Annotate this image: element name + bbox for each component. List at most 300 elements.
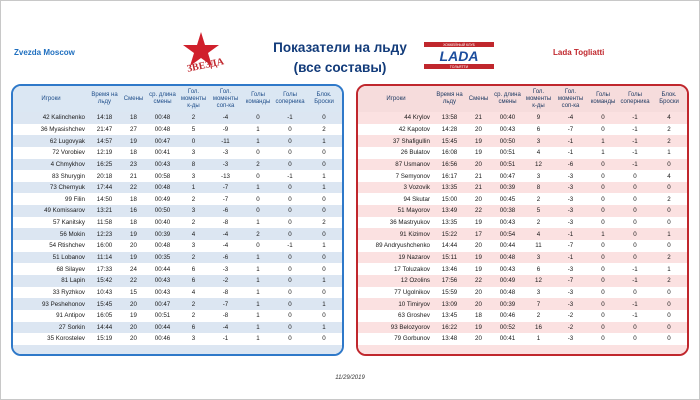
stat-cell: 2 [242,159,274,171]
table-row [13,333,342,345]
stat-cell: 0 [256,195,260,203]
stat-cell: 0 [288,312,292,320]
stat-cell: -4 [222,242,229,250]
empty-cell [492,345,523,356]
stat-cell: 1 [256,312,260,320]
stat-cell: 13:45 [441,312,458,320]
stat-cell: 00:51 [154,312,171,320]
stat-cell: 0 [288,219,292,227]
stat-cell: 3 [191,335,196,343]
stat-cell: 0 [587,182,619,194]
stat-cell: 2 [191,195,196,203]
table-row [358,182,687,194]
stat-cell: 7 [523,298,554,310]
player-name: 27 Sorkin [13,322,89,334]
empty-cell [120,345,147,356]
stat-cell: 3 [191,172,196,180]
stat-cell: 00:46 [499,312,516,320]
stat-cell: 00:43 [499,125,516,133]
stat-cell: 21 [475,172,482,180]
stat-cell: -6 [554,159,587,171]
stat-cell: -8 [222,288,229,296]
stat-cell: 0 [274,228,306,240]
stat-cell: 1 [651,228,687,240]
zvezda-logo-text: ЗВЕЗДА [185,56,225,75]
player-name: 37 Shafigullin [358,135,434,147]
stat-cell: 18 [475,312,482,320]
stat-cell: 11:14 [89,252,120,264]
stat-cell: -7 [209,298,242,310]
player-name: 62 Lugovyak [13,135,89,147]
stat-cell: 0 [619,205,651,217]
stat-cell: 0 [601,265,605,273]
stat-cell: 13:09 [434,298,465,310]
stat-cell: 00:44 [147,322,178,334]
player-name: 36 Myasishchev [40,125,85,133]
stat-cell: 20 [120,322,147,334]
stat-cell: 0 [651,159,687,171]
stat-cell: 15:45 [434,135,465,147]
column-header: Гол. моменты к-ды [523,86,554,112]
lada-logo-text: LADA [439,48,479,64]
stat-cell: 21:47 [96,125,113,133]
table-row [13,135,342,147]
stat-cell: 0 [288,149,292,157]
stat-cell: 00:40 [492,112,523,124]
player-name: 7 Semyonov [395,172,430,180]
stat-cell: 0 [306,228,342,240]
table-row [358,240,687,252]
empty-cell [89,345,120,356]
table-row [13,298,342,310]
stat-cell: 00:44 [499,242,516,250]
stat-cell: 0 [306,205,342,217]
stat-cell: 0 [587,298,619,310]
stat-cell: 0 [256,149,260,157]
stat-cell: 8 [523,182,554,194]
column-header: Время на льду [89,86,120,112]
stat-cell: 00:49 [492,275,523,287]
stat-cell: 17 [465,228,492,240]
column-header: Голы соперника [274,86,306,112]
stat-cell: 19 [475,219,482,227]
player-name: 17 Toluzakov [393,265,430,273]
stat-cell: 0 [322,312,326,320]
table-row [358,205,687,217]
stat-cell: 13:35 [434,182,465,194]
stat-cell: 3 [523,135,554,147]
stat-cell: 0 [288,125,292,133]
player-name: 56 Mokin [13,228,89,240]
stat-cell: 1 [178,182,209,194]
stat-cell: 0 [667,335,671,343]
stat-cell: 0 [651,322,687,334]
stat-cell: 14:44 [441,242,458,250]
stat-cell: 00:47 [147,298,178,310]
player-name: 51 Lobanov [13,252,89,264]
stat-cell: 21 [465,182,492,194]
stat-cell: -7 [554,275,587,287]
stat-cell: 13:48 [441,335,458,343]
player-name: 79 Gorbunov [394,335,430,343]
stat-cell: 2 [536,195,541,203]
stat-cell: 2 [651,135,687,147]
stat-cell: 1 [242,298,274,310]
column-header: Блок. Броски [651,86,687,112]
stat-cell: 3 [523,252,554,264]
stat-cell: -1 [619,275,651,287]
stat-cell: 2 [667,195,671,203]
player-name: 35 Korostelev [47,335,85,343]
stat-cell: -1 [632,149,638,157]
stat-cell: 4 [523,228,554,240]
stat-cell: -1 [632,312,638,320]
stat-cell: 18 [130,195,137,203]
stat-cell: 0 [306,252,342,264]
stat-cell: -8 [222,312,229,320]
stat-cell: 2 [322,125,326,133]
stat-cell: 8 [178,159,209,171]
stat-cell: 1 [322,242,326,250]
stat-cell: 17:33 [96,265,113,273]
left-table-header [13,86,342,112]
stat-cell: -13 [221,172,230,180]
player-name: 42 Kalinchenko [13,112,89,124]
stat-cell: -1 [619,135,651,147]
stat-cell: -1 [632,265,638,273]
player-name: 44 Krylov [358,112,434,124]
column-header: Смены [465,86,492,112]
stat-cell: 0 [601,219,605,227]
stat-cell: -6 [209,205,242,217]
player-name: 91 Antipov [56,312,85,320]
stat-cell: 6 [536,265,541,273]
lada-logo-top-text: ХОККЕЙНЫЙ КЛУБ [443,43,475,48]
table-row [358,298,687,310]
stat-cell: 18 [130,149,137,157]
table-row [13,287,342,299]
stat-cell: 18 [120,112,147,124]
stat-cell: 00:45 [499,195,516,203]
stat-cell: 15:19 [96,335,113,343]
stat-cell: -7 [209,182,242,194]
stat-cell: 00:38 [492,205,523,217]
stat-cell: 24 [130,265,137,273]
stat-cell: 4 [667,172,671,180]
stat-cell: 6 [178,275,209,287]
empty-cell [358,345,434,356]
stat-cell: 1 [667,149,671,157]
stat-cell: 13:35 [441,219,458,227]
stat-cell: 0 [288,288,292,296]
stat-cell: 20:18 [96,172,113,180]
stat-cell: -3 [222,265,229,273]
stat-cell: 0 [601,172,605,180]
stat-cell: 1 [256,335,260,343]
player-name: 3 Vozovik [358,182,434,194]
left-team-name: Zvezda Moscow [14,48,75,57]
stat-cell: 27 [130,125,137,133]
stat-cell: 3 [191,149,196,157]
stat-cell: 1 [306,298,342,310]
stat-cell: 0 [633,288,637,296]
stat-cell: -1 [274,112,306,124]
stat-cell: 2 [667,125,671,133]
stat-cell: 2 [536,219,541,227]
table-row [13,240,342,252]
stat-cell: 21 [130,172,137,180]
column-header: Гол. моменты к-ды [178,86,209,112]
stat-cell: 5 [523,205,554,217]
stat-cell: 13:21 [89,205,120,217]
table-row [358,159,687,171]
empty-cell [147,345,178,356]
stat-cell: 0 [633,219,637,227]
stat-cell: 4 [191,288,196,296]
stat-cell: 00:54 [492,228,523,240]
stat-cell: 13:49 [434,205,465,217]
stat-cell: 0 [322,335,326,343]
stat-cell: -1 [554,252,587,264]
empty-cell [242,345,274,356]
stat-cell: -3 [554,205,587,217]
stat-cell: 19 [130,312,137,320]
stat-cell: 23 [120,159,147,171]
stat-cell: 2 [536,312,541,320]
stat-cell: 15:22 [434,228,465,240]
player-name: 54 Rtishchev [49,242,85,250]
stat-cell: -3 [554,182,587,194]
stat-cell: 19 [120,252,147,264]
column-header: Время на льду [434,86,465,112]
stat-cell: 00:47 [147,135,178,147]
stat-cell: 3 [191,242,196,250]
stat-cell: 2 [178,298,209,310]
column-header: Игроки [358,86,434,112]
stat-cell: 12:19 [96,149,113,157]
column-header: Голы команды [242,86,274,112]
table-row [13,147,342,159]
player-name: 72 Vorobiev [52,149,85,157]
stat-cell: 0 [306,159,342,171]
player-name: 68 Silayev [56,265,85,273]
table-row [358,135,687,147]
player-name: 91 Kizimov [358,228,434,240]
table-row [13,193,342,205]
table-row [13,170,342,182]
table-row [358,193,687,205]
table-row [358,112,687,124]
column-header: Игроки [13,86,89,112]
stat-cell: 00:41 [499,335,516,343]
stat-cell: 0 [274,135,306,147]
stat-cell: 0 [256,172,260,180]
stat-cell: 00:39 [147,228,178,240]
stat-cell: 0 [667,219,671,227]
stat-cell: 0 [601,312,605,320]
stat-cell: 2 [651,275,687,287]
stat-cell: -7 [567,125,574,133]
stat-cell: 00:50 [147,205,178,217]
stat-cell: 9 [523,112,554,124]
stat-cell: 00:48 [147,182,178,194]
stat-cell: 00:43 [154,288,171,296]
report-date: 11/29/2019 [335,375,365,381]
stat-cell: 17:44 [89,182,120,194]
stat-cell: 0 [601,288,605,296]
stat-cell: 0 [667,312,671,320]
stat-cell: 0 [633,195,637,203]
stat-cell: -3 [209,159,242,171]
player-name: 93 Peshehonov [13,298,89,310]
stat-cell: 12 [523,159,554,171]
stat-cell: 1 [242,182,274,194]
table-footer-row [13,345,342,356]
player-name: 26 Bulatov [400,149,430,157]
stat-cell: 0 [274,159,306,171]
table-row [358,263,687,275]
stat-cell: 3 [178,205,209,217]
stat-cell: 0 [667,288,671,296]
stat-cell: -9 [222,125,229,133]
stat-cell: 00:51 [499,149,516,157]
stat-cell: 00:35 [147,252,178,264]
stat-cell: -1 [287,242,293,250]
stat-cell: 00:46 [154,335,171,343]
stat-cell: 11 [535,242,542,250]
stat-cell: 1 [536,335,541,343]
page-title [250,38,430,78]
stat-cell: 14:50 [96,195,113,203]
stat-cell: 16 [523,322,554,334]
stat-cell: 0 [274,252,306,264]
stat-cell: 0 [322,195,326,203]
stat-cell: 20 [475,195,482,203]
stat-cell: 0 [288,265,292,273]
stat-cell: 21 [465,112,492,124]
stat-cell: -4 [209,228,242,240]
table-row [358,287,687,299]
stat-cell: 1 [306,135,342,147]
stat-cell: 19 [465,135,492,147]
stat-cell: 0 [274,182,306,194]
stat-cell: 1 [256,219,260,227]
stat-cell: 00:48 [147,112,178,124]
stat-cell: 0 [288,335,292,343]
column-header: Голы соперника [619,86,651,112]
stat-cell: -4 [209,112,242,124]
stat-cell: 15:45 [89,298,120,310]
stat-cell: 00:51 [492,159,523,171]
table-row [13,217,342,229]
stat-cell: 13:58 [434,112,465,124]
stat-cell: 0 [322,265,326,273]
stat-cell: 0 [633,242,637,250]
empty-cell [13,345,89,356]
player-name: 83 Shurygin [51,172,85,180]
stat-cell: 00:43 [499,219,516,227]
stat-cell: -8 [222,219,229,227]
stat-cell: 20 [475,242,482,250]
stat-cell: 00:39 [492,298,523,310]
stat-cell: 19 [465,252,492,264]
stat-cell: 1 [306,322,342,334]
stat-cell: 1 [587,228,619,240]
stat-cell: 4 [651,112,687,124]
stat-cell: 22 [465,275,492,287]
table-row [13,275,342,287]
stat-cell: -3 [567,265,574,273]
stat-cell: -1 [619,298,651,310]
stat-cell: 0 [274,298,306,310]
stat-cell: 1 [256,265,260,273]
column-header: Гол. моменты соп-ка [554,86,587,112]
stat-cell: 00:48 [492,252,523,264]
stat-cell: 0 [651,182,687,194]
stat-cell: 00:49 [154,195,171,203]
empty-cell [554,345,587,356]
table-row [13,228,342,240]
stat-cell: 0 [601,242,605,250]
stat-cell: 16:56 [434,159,465,171]
stat-cell: -3 [567,288,574,296]
stat-cell: 0 [322,288,326,296]
column-header: Голы команды [587,86,619,112]
stat-cell: 2 [242,228,274,240]
table-row [358,228,687,240]
stat-cell: 16:22 [434,322,465,334]
lada-logo [424,42,494,70]
stat-cell: -1 [619,112,651,124]
empty-cell [523,345,554,356]
stat-cell: 00:48 [499,288,516,296]
player-name: 87 Usmanov [358,159,434,171]
right-table-header [358,86,687,112]
stat-cell: 00:48 [154,242,171,250]
stat-cell: 1 [306,275,342,287]
stat-cell: -4 [554,112,587,124]
stat-cell: 15 [130,288,137,296]
table-row [358,170,687,182]
stat-cell: 10:43 [96,288,113,296]
stat-cell: 0 [288,195,292,203]
player-name: 51 Mayorov [358,205,434,217]
stat-cell: 2 [178,112,209,124]
empty-cell [587,345,619,356]
stat-cell: 00:50 [492,135,523,147]
stat-cell: -3 [567,335,574,343]
stat-cell: 0 [619,228,651,240]
stat-cell: 00:40 [154,219,171,227]
stat-cell: 0 [601,195,605,203]
stat-cell: 2 [191,219,196,227]
stat-cell: -3 [567,195,574,203]
table-row [13,322,342,334]
table-row [358,147,687,159]
stat-cell: 0 [651,205,687,217]
stat-cell: 15:42 [89,275,120,287]
stat-cell: 16:08 [441,149,458,157]
stat-cell: 11:58 [96,219,113,227]
table-row [13,205,342,217]
stat-cell: -1 [287,172,293,180]
stat-cell: 0 [274,205,306,217]
stat-cell: 14:28 [441,125,458,133]
stat-cell: 22 [120,275,147,287]
player-name: 36 Mastryukov [389,219,430,227]
stat-cell: -7 [567,242,574,250]
player-name: 73 Chernyuk [13,182,89,194]
